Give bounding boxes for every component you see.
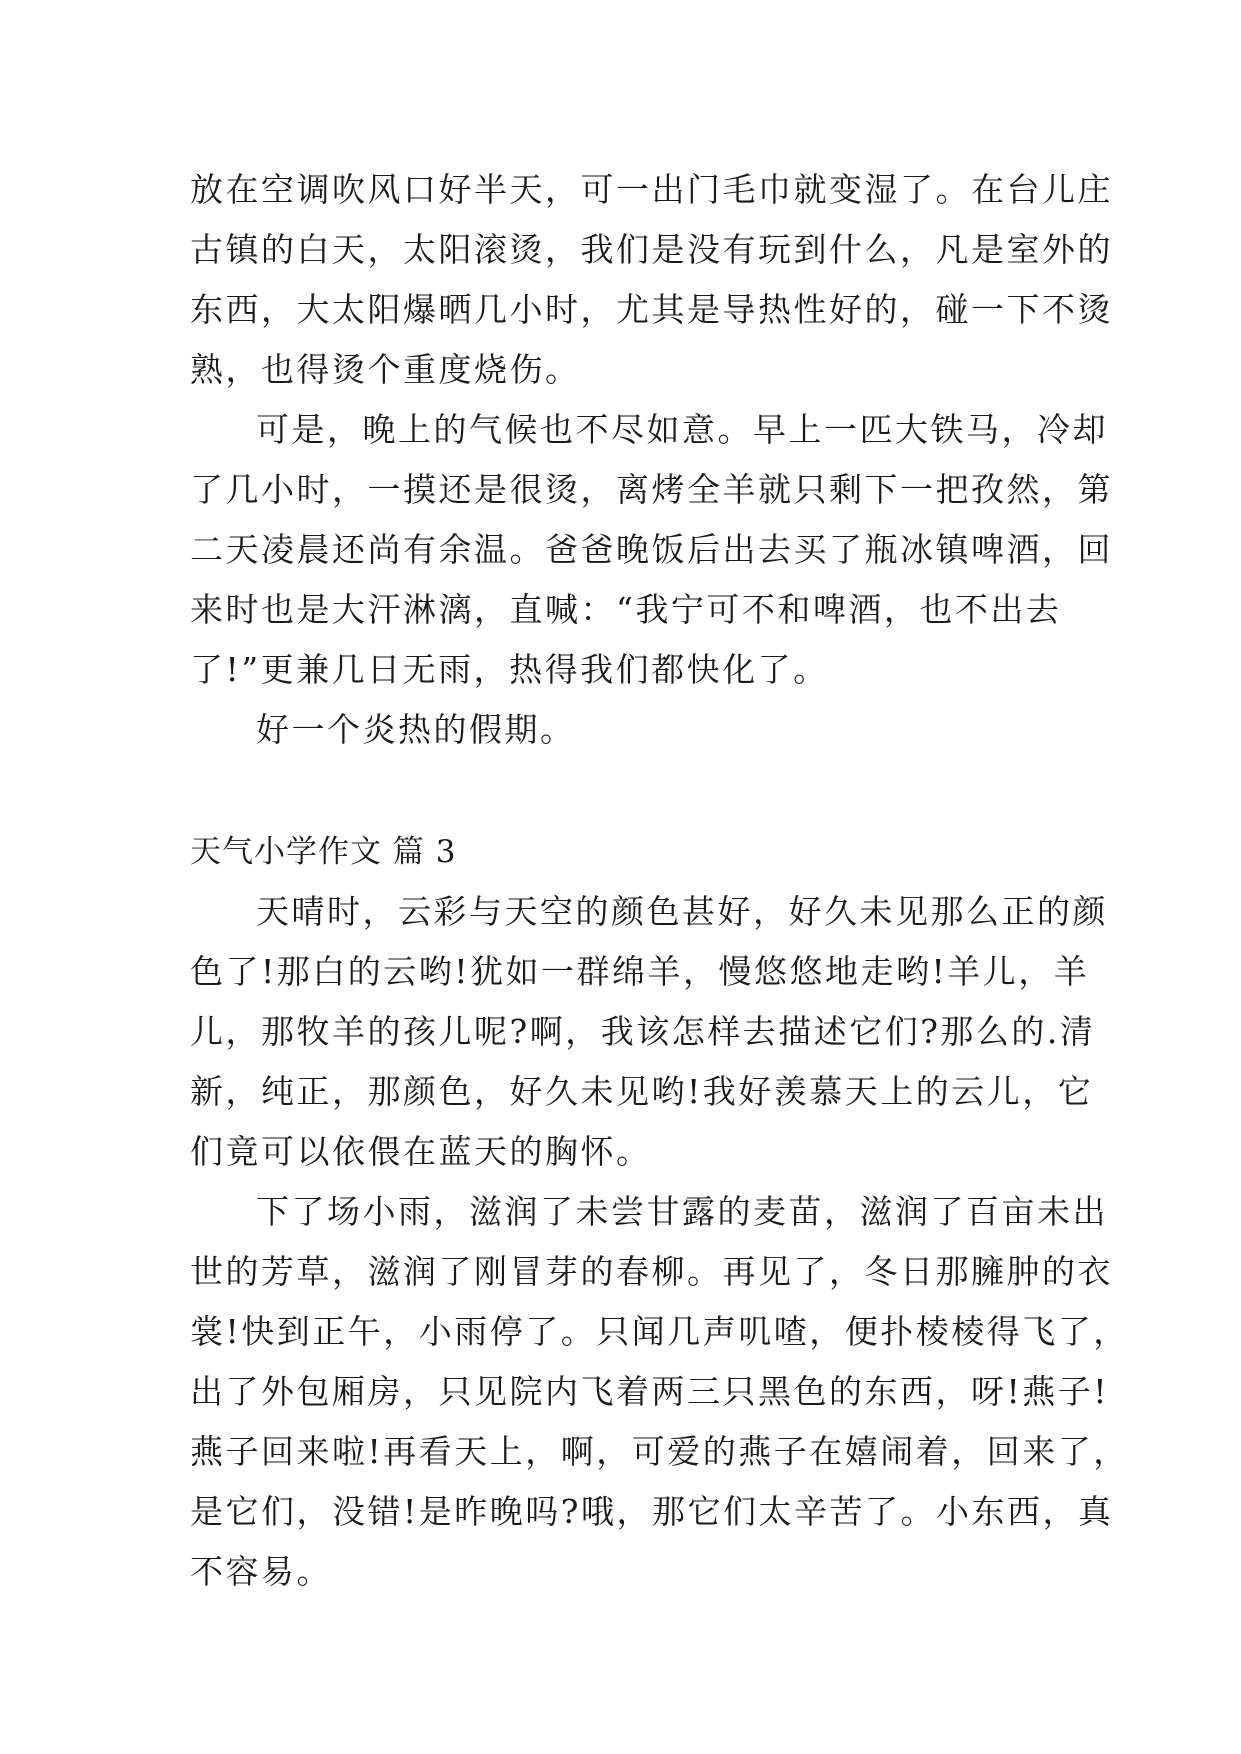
text-line: 放在空调吹风口好半天，可一出门毛巾就变湿了。在台儿庄 [190, 170, 1113, 209]
text-line: 好一个炎热的假期。 [256, 710, 576, 749]
text-line: 新，纯正，那颜色，好久未见哟!我好羡慕天上的云儿，它 [190, 1072, 1094, 1111]
text-line: 二天凌晨还尚有余温。爸爸晚饭后出去买了瓶冰镇啤酒，回 [190, 530, 1113, 569]
text-line: 不容易。 [190, 1552, 332, 1591]
text-line: 可是，晚上的气候也不尽如意。早上一匹大铁马，冷却 [256, 410, 1108, 449]
text-line: 裳!快到正午，小雨停了。只闻几声叽喳，便扑棱棱得飞了， [190, 1312, 1129, 1351]
text-line: 世的芳草，滋润了刚冒芽的春柳。再见了，冬日那臃肿的衣 [190, 1252, 1113, 1291]
section-gap [190, 760, 1060, 822]
document-page [190, 160, 1129, 1602]
text-line: 东西，大太阳爆晒几小时，尤其是导热性好的，碰一下不烫 [190, 290, 1113, 329]
text-line: 出了外包厢房，只见院内飞着两三只黑色的东西，呀!燕子! [190, 1372, 1110, 1411]
paragraph [190, 400, 1113, 700]
text-line: 来时也是大汗淋漓，直喊：“我宁可不和啤酒，也不出去 [190, 590, 1062, 629]
text-line: 燕子回来啦!再看天上，啊，可爱的燕子在嬉闹着，回来了， [190, 1432, 1129, 1471]
paragraph [190, 1182, 1129, 1602]
text-line: 熟，也得烫个重度烧伤。 [190, 350, 581, 389]
text-line: 是它们，没错!是昨晚吗?哦，那它们太辛苦了。小东西，真 [190, 1492, 1114, 1531]
paragraph [190, 700, 1060, 760]
text-line: 了!”更兼几日无雨，热得我们都快化了。 [190, 650, 829, 689]
text-line: 们竟可以依偎在蓝天的胸怀。 [190, 1132, 652, 1171]
text-line: 下了场小雨，滋润了未尝甘露的麦苗，滋润了百亩未出 [256, 1192, 1108, 1231]
paragraph [190, 160, 1113, 400]
paragraph [190, 882, 1108, 1182]
section-heading: 天气小学作文 篇 3 [190, 834, 457, 870]
text-line: 古镇的白天，太阳滚烫，我们是没有玩到什么，凡是室外的 [190, 230, 1113, 269]
text-line: 儿，那牧羊的孩儿呢?啊，我该怎样去描述它们?那么的.清 [190, 1012, 1096, 1051]
text-line: 了几小时，一摸还是很烫，离烤全羊就只剩下一把孜然，第 [190, 470, 1113, 509]
text-line: 天晴时，云彩与天空的颜色甚好，好久未见那么正的颜 [256, 892, 1108, 931]
text-line: 色了!那白的云哟!犹如一群绵羊，慢悠悠地走哟!羊儿，羊 [190, 952, 1090, 991]
